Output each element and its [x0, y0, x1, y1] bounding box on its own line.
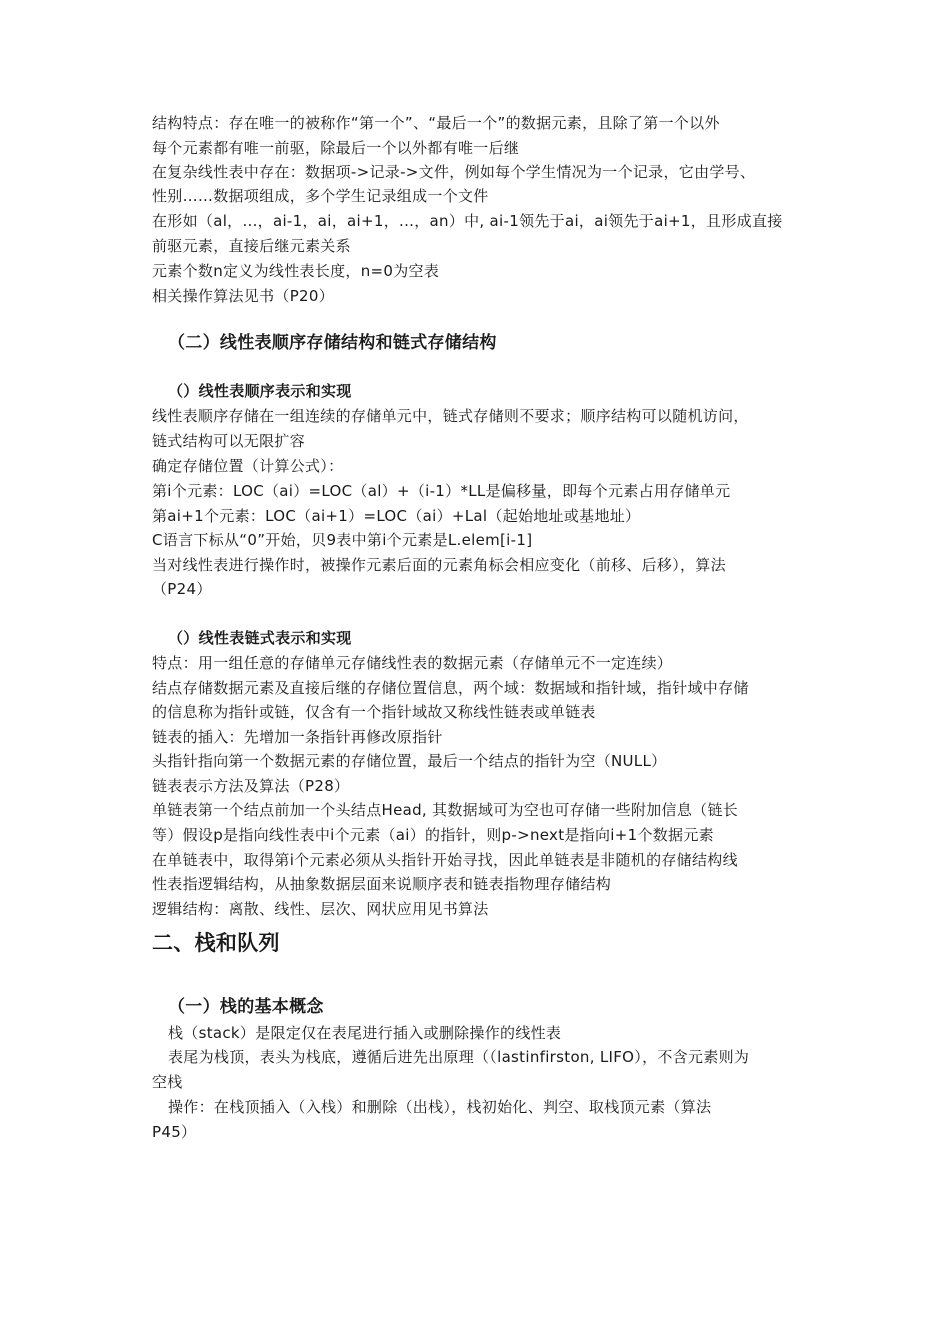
text-line: 的信息称为指针或链，仅含有一个指针域故又称线性链表或单链表 — [152, 703, 596, 721]
text-line: 当对线性表进行操作时，被操作元素后面的元素角标会相应变化（前移、后移），算法 — [152, 556, 726, 574]
text-line: 结点存储数据元素及直接后继的存储位置信息，两个域：数据域和指针域，指针域中存储 — [152, 679, 749, 697]
subsection-heading: （）线性表链式表示和实现 — [168, 629, 352, 647]
text-line: 链式结构可以无限扩容 — [152, 432, 306, 450]
text-line: 链表的插入：先增加一条指针再修改原指针 — [152, 728, 443, 746]
text-line: 栈（stack）是限定仅在表尾进行插入或删除操作的线性表 — [168, 1024, 562, 1042]
chapter-heading: 二、栈和队列 — [152, 931, 280, 955]
text-line: 线性表顺序存储在一组连续的存储单元中，链式存储则不要求；顺序结构可以随机访问， — [152, 407, 749, 425]
text-line: 在形如（al，...，ai-1，ai，ai+1，...，an）中, ai-1领先于ai，ai领先于ai+1，且形成直接 — [152, 212, 783, 230]
text-line: （P24） — [152, 580, 212, 598]
text-line: 链表表示方法及算法（P28） — [152, 777, 350, 795]
text-line: 头指针指向第一个数据元素的存储位置，最后一个结点的指针为空（NULL） — [152, 752, 667, 770]
text-line: 等）假设p是指向线性表中i个元素（ai）的指针，则p->next是指向i+1个数据元素 — [152, 826, 714, 844]
text-line: 空栈 — [152, 1073, 183, 1091]
section-heading: （一）栈的基本概念 — [168, 997, 324, 1017]
text-line: 第i个元素：LOC（ai）=LOC（al）+（i-1）*LL是偏移量，即每个元素占用存储单元 — [152, 482, 731, 500]
section-heading: （二）线性表顺序存储结构和链式存储结构 — [168, 333, 497, 353]
text-line: 特点：用一组任意的存储单元存储线性表的数据元素（存储单元不一定连续） — [152, 654, 673, 672]
text-line: 表尾为栈顶，表头为栈底，遵循后进先出原理（（lastinfirston, LIFO），不含元素则为 — [168, 1048, 750, 1066]
text-line: 操作：在栈顶插入（入栈）和删除（出栈），栈初始化、判空、取栈顶元素（算法 — [168, 1098, 712, 1116]
text-line: 结构特点：存在唯一的被称作“第一个”、“最后一个”的数据元素，且除了第一个以外 — [152, 114, 720, 132]
text-line: 确定存储位置（计算公式）： — [152, 457, 344, 475]
text-line: 性表指逻辑结构，从抽象数据层面来说顺序表和链表指物理存储结构 — [152, 875, 612, 893]
text-line: 每个元素都有唯一前驱，除最后一个以外都有唯一后继 — [152, 139, 520, 157]
text-line: C语言下标从“0”开始，贝9表中第i个元素是L.elem[i-1] — [152, 531, 533, 549]
text-line: P45） — [152, 1123, 197, 1141]
text-line: 性别……数据项组成，多个学生记录组成一个文件 — [152, 187, 489, 205]
text-line: 在单链表中，取得第i个元素必须从头指针开始寻找，因此单链表是非随机的存储结构线 — [152, 851, 738, 869]
text-line: 在复杂线性表中存在：数据项->记录->文件，例如每个学生情况为一个记录，它由学号、 — [152, 163, 756, 181]
text-line: 逻辑结构：离散、线性、层次、网状应用见书算法 — [152, 900, 489, 918]
text-line: 元素个数n定义为线性表长度，n=0为空表 — [152, 262, 440, 280]
text-line: 相关操作算法见书（P20） — [152, 287, 335, 305]
text-line: 单链表第一个结点前加一个头结点Head, 其数据域可为空也可存储一些附加信息（链长 — [152, 801, 739, 819]
text-line: 第ai+1个元素：LOC（ai+1）=LOC（ai）+Lal（起始地址或基地址） — [152, 507, 641, 525]
subsection-heading: （）线性表顺序表示和实现 — [168, 382, 352, 400]
text-line: 前驱元素，直接后继元素关系 — [152, 237, 351, 255]
